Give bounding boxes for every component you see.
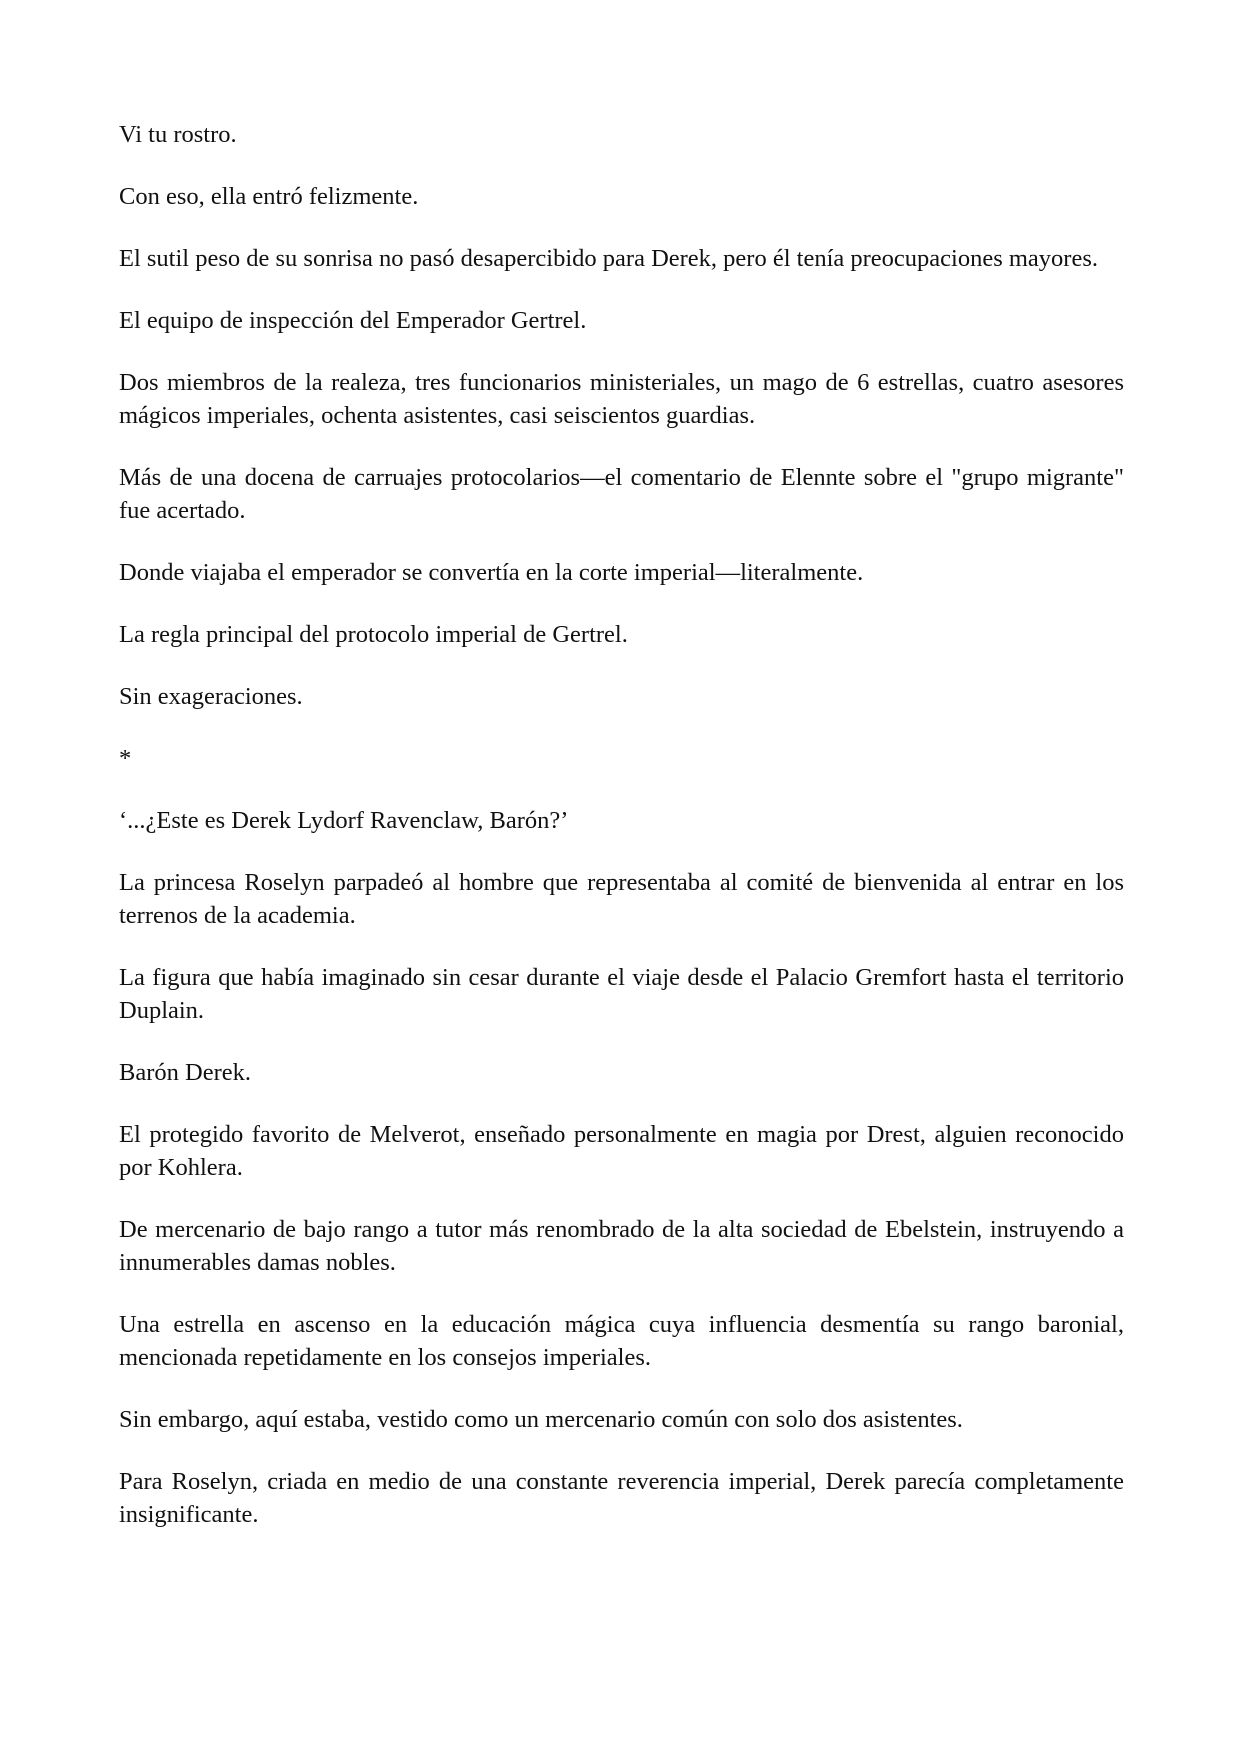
paragraph: Sin exageraciones.	[119, 683, 303, 710]
paragraph: Para Roselyn, criada en medio de una constante reverencia imperial, Derek parecía completamente insignificante.	[119, 1468, 1124, 1528]
paragraph: Donde viajaba el emperador se convertía en la corte imperial—literalmente.	[119, 559, 864, 586]
paragraph: La regla principal del protocolo imperial de Gertrel.	[119, 621, 628, 648]
paragraph: Una estrella en ascenso en la educación mágica cuya influencia desmentía su rango baronial, mencionada repetidamente en los consejos imperiales.	[119, 1311, 1124, 1371]
paragraph: El protegido favorito de Melverot, enseñado personalmente en magia por Drest, alguien reconocido por Kohlera.	[119, 1121, 1124, 1181]
paragraph: Con eso, ella entró felizmente.	[119, 183, 419, 210]
scene-break: *	[119, 745, 132, 772]
paragraph: Dos miembros de la realeza, tres funcionarios ministeriales, un mago de 6 estrellas, cuatro asesores mágicos imperiales, ochenta asistentes, casi seiscientos guardias.	[119, 369, 1124, 429]
paragraph: El equipo de inspección del Emperador Gertrel.	[119, 307, 587, 334]
paragraph: ‘...¿Este es Derek Lydorf Ravenclaw, Barón?’	[119, 807, 569, 834]
paragraph: Barón Derek.	[119, 1059, 251, 1086]
document-body	[119, 118, 1124, 1560]
paragraph: Más de una docena de carruajes protocolarios—el comentario de Elennte sobre el "grupo migrante" fue acertado.	[119, 464, 1124, 524]
paragraph: Vi tu rostro.	[119, 121, 237, 148]
paragraph: Sin embargo, aquí estaba, vestido como un mercenario común con solo dos asistentes.	[119, 1406, 963, 1433]
paragraph: La princesa Roselyn parpadeó al hombre que representaba al comité de bienvenida al entrar en los terrenos de la academia.	[119, 869, 1124, 929]
paragraph: La figura que había imaginado sin cesar durante el viaje desde el Palacio Gremfort hasta el territorio Duplain.	[119, 964, 1124, 1024]
paragraph: El sutil peso de su sonrisa no pasó desapercibido para Derek, pero él tenía preocupaciones mayores.	[119, 245, 1098, 272]
paragraph: De mercenario de bajo rango a tutor más renombrado de la alta sociedad de Ebelstein, instruyendo a innumerables damas nobles.	[119, 1216, 1124, 1276]
